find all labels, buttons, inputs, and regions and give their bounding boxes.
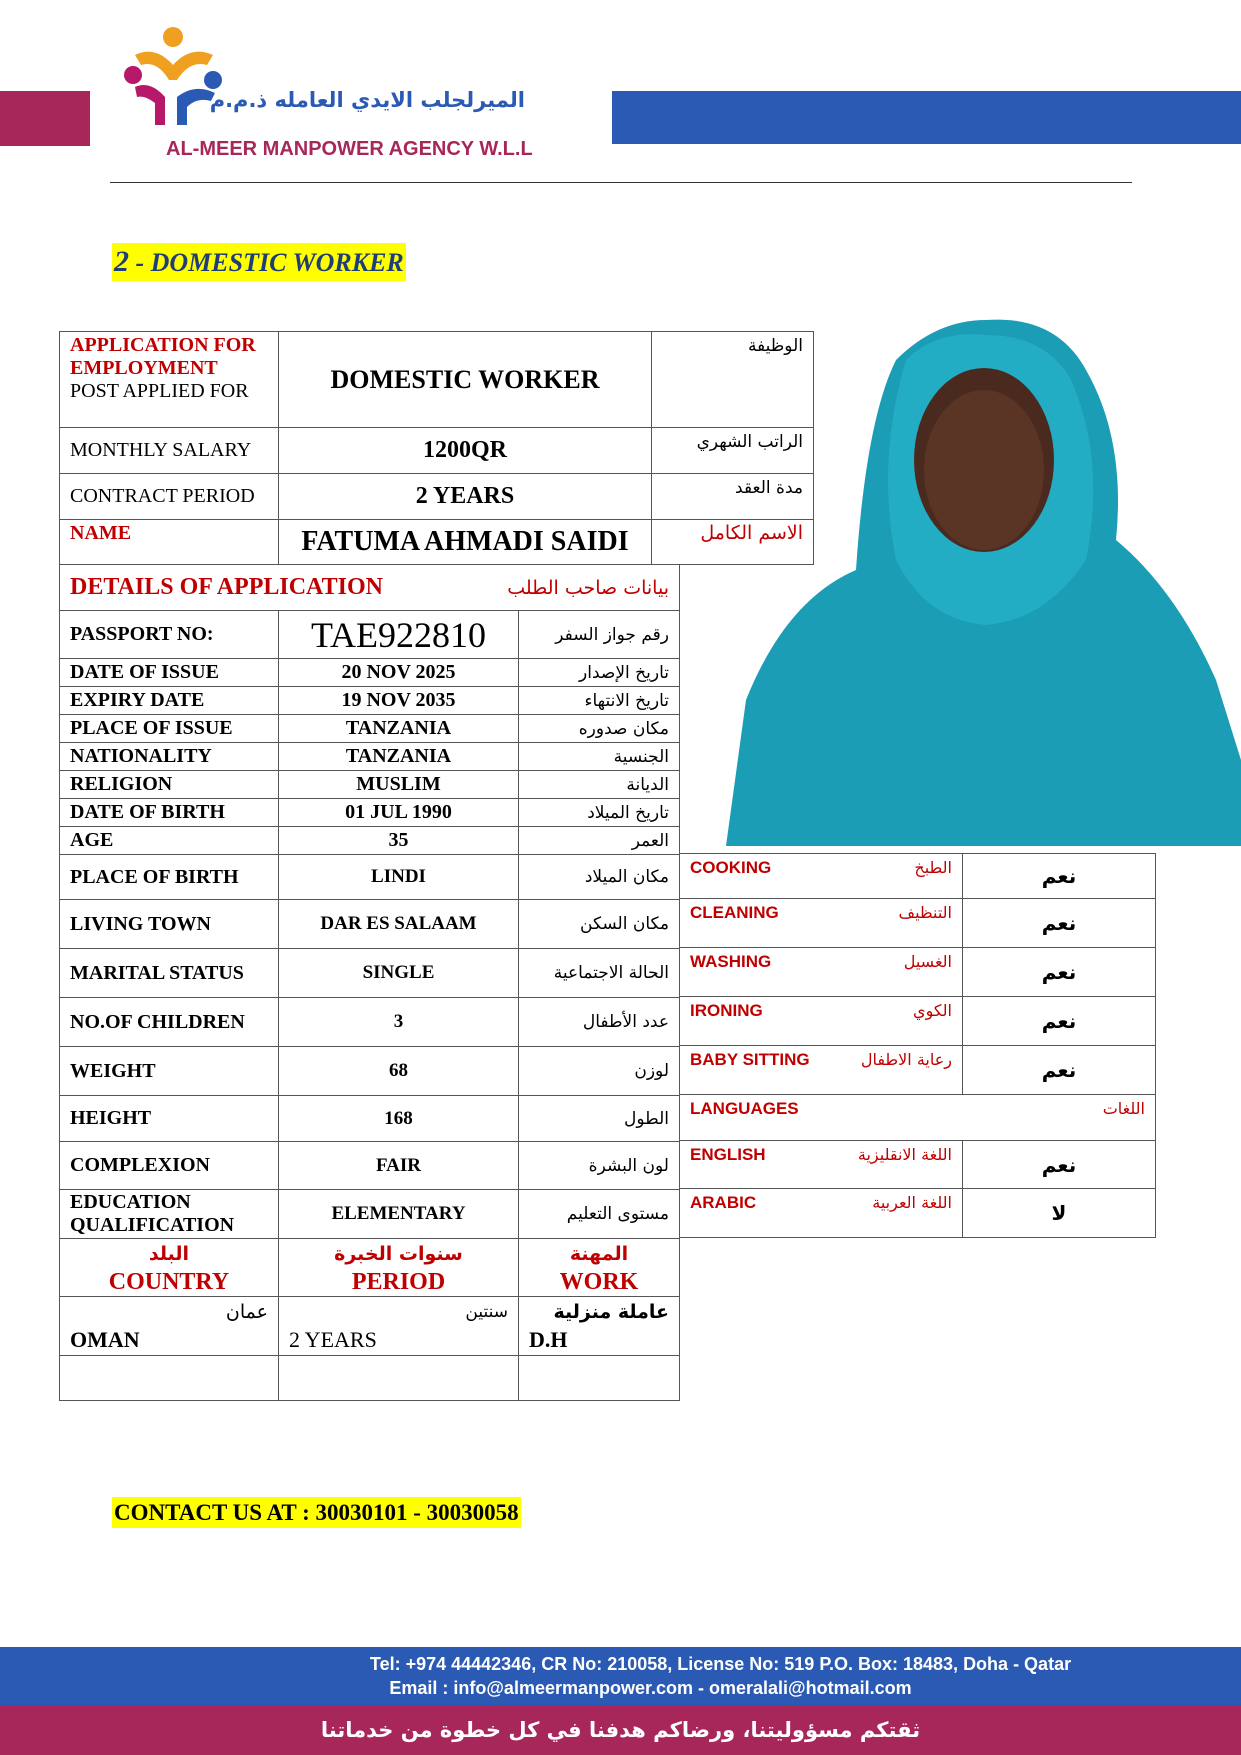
logo-english-text: AL-MEER MANPOWER AGENCY W.L.L: [166, 138, 533, 160]
header-blue-bar: [612, 91, 1241, 144]
details-row: [60, 743, 680, 771]
section-title: [112, 243, 406, 281]
experience-period-cell: [279, 1297, 519, 1356]
empty-cell: [279, 1356, 519, 1401]
experience-period-arabic: سنتين: [465, 1302, 508, 1322]
name-arabic-label: الاسم الكامل: [652, 520, 814, 565]
skill-row: [680, 854, 1156, 899]
empty-cell: [519, 1356, 680, 1401]
details-row-value: 35: [279, 827, 519, 855]
bio-row-arabic: الحالة الاجتماعية: [519, 949, 680, 998]
details-header: [60, 565, 680, 611]
details-row-label: DATE OF BIRTH: [60, 799, 279, 827]
details-arabic-label: بيانات صاحب الطلب: [507, 576, 669, 599]
details-row-label: PLACE OF ISSUE: [60, 715, 279, 743]
bio-row-value: ELEMENTARY: [279, 1190, 519, 1239]
details-row-arabic: تاريخ الميلاد: [519, 799, 680, 827]
experience-work-arabic: عاملة منزلية: [553, 1301, 669, 1323]
experience-work-header: [519, 1239, 680, 1297]
footer-email-line: Email : info@almeermanpower.com - omeralali@hotmail.com: [389, 1678, 912, 1698]
contract-period-value: 2 YEARS: [279, 474, 652, 520]
skill-name: WASHING: [690, 952, 772, 971]
experience-country-cell: [60, 1297, 279, 1356]
skill-arabic-name: الطبخ: [914, 858, 952, 877]
skill-answer: نعم: [963, 1046, 1156, 1095]
bio-row: [60, 1190, 680, 1239]
language-row: [680, 1141, 1156, 1189]
details-row: [60, 687, 680, 715]
bio-row-label: WEIGHT: [60, 1047, 279, 1096]
skill-row: [680, 899, 1156, 948]
details-row-arabic: العمر: [519, 827, 680, 855]
details-row-label: AGE: [60, 827, 279, 855]
experience-empty-row: [60, 1356, 680, 1401]
header-maroon-bar: [0, 91, 90, 146]
application-for-employment-label: APPLICATION FOR EMPLOYMENT: [70, 334, 256, 379]
details-row: [60, 771, 680, 799]
skill-arabic-name: الكوي: [913, 1001, 952, 1020]
bio-row: [60, 1142, 680, 1190]
languages-label: LANGUAGES: [690, 1099, 799, 1118]
section-title-text: - DOMESTIC WORKER: [129, 248, 404, 277]
skill-arabic-name: رعاية الاطفال: [860, 1050, 952, 1069]
bio-row-arabic: لون البشرة: [519, 1142, 680, 1190]
details-row: [60, 799, 680, 827]
footer-phone-line: Tel: +974 44442346, CR No: 210058, License No: 519 P.O. Box: 18483, Doha - Qatar: [369, 1654, 1072, 1674]
details-row-value: TANZANIA: [279, 715, 519, 743]
details-of-application-label: DETAILS OF APPLICATION: [70, 574, 383, 600]
section-number: 2: [114, 245, 129, 278]
languages-arabic-label: اللغات: [1102, 1099, 1145, 1118]
bio-row-arabic: مستوى التعليم: [519, 1190, 680, 1239]
details-row-label: NATIONALITY: [60, 743, 279, 771]
skill-row: [680, 1046, 1156, 1095]
experience-work: D.H: [529, 1327, 568, 1352]
bio-row-value: LINDI: [279, 855, 519, 900]
header-divider: [110, 182, 1132, 183]
details-row-arabic: الديانة: [519, 771, 680, 799]
language-label-cell: [680, 1189, 963, 1238]
skill-answer: نعم: [963, 854, 1156, 899]
language-arabic-name: اللغة العربية: [872, 1193, 952, 1212]
language-name: ENGLISH: [690, 1145, 766, 1164]
bio-row: [60, 900, 680, 949]
details-row-value: 19 NOV 2035: [279, 687, 519, 715]
experience-period-header: [279, 1239, 519, 1297]
bio-row-label: COMPLEXION: [60, 1142, 279, 1190]
details-row: [60, 659, 680, 687]
skill-arabic-name: التنظيف: [898, 903, 952, 922]
passport-value: TAE922810: [279, 611, 519, 659]
footer-slogan: ثقتكم مسؤوليتنا، ورضاكم هدفنا في كل خطوة من خدماتنا: [320, 1718, 921, 1742]
bio-row-label: MARITAL STATUS: [60, 949, 279, 998]
details-row-label: DATE OF ISSUE: [60, 659, 279, 687]
skill-name: COOKING: [690, 858, 772, 877]
experience-country: OMAN: [70, 1327, 140, 1352]
bio-row-value: DAR ES SALAAM: [279, 900, 519, 949]
skill-label-cell: [680, 997, 963, 1046]
languages-header: [680, 1095, 1156, 1141]
post-table: [59, 331, 814, 565]
monthly-salary-arabic: الراتب الشهري: [652, 428, 814, 474]
language-name: ARABIC: [690, 1193, 757, 1212]
details-row-value: MUSLIM: [279, 771, 519, 799]
bio-row-value: 168: [279, 1096, 519, 1142]
skill-label-cell: [680, 1046, 963, 1095]
bio-row-value: FAIR: [279, 1142, 519, 1190]
bio-row-label: HEIGHT: [60, 1096, 279, 1142]
bio-row-label: EDUCATION QUALIFICATION: [60, 1190, 279, 1239]
details-row-label: EXPIRY DATE: [60, 687, 279, 715]
post-arabic-label: الوظيفة: [652, 332, 814, 428]
experience-period: 2 YEARS: [289, 1327, 377, 1352]
monthly-salary-label: MONTHLY SALARY: [60, 428, 279, 474]
contract-period-label: CONTRACT PERIOD: [60, 474, 279, 520]
skill-label-cell: [680, 854, 963, 899]
name-label: NAME: [60, 520, 279, 565]
details-row-arabic: تاريخ الإصدار: [519, 659, 680, 687]
bio-row: [60, 949, 680, 998]
post-value: DOMESTIC WORKER: [279, 332, 652, 428]
monthly-salary-value: 1200QR: [279, 428, 652, 474]
languages-header-row: [680, 1095, 1156, 1141]
details-row-label: RELIGION: [60, 771, 279, 799]
bio-row-value: 3: [279, 998, 519, 1047]
footer-slogan-bar: [0, 1705, 1241, 1755]
bio-row: [60, 998, 680, 1047]
details-row: [60, 715, 680, 743]
bio-row-arabic: مكان الميلاد: [519, 855, 680, 900]
skill-name: CLEANING: [690, 903, 779, 922]
skill-answer: نعم: [963, 948, 1156, 997]
experience-country-header: [60, 1239, 279, 1297]
period-header: PERIOD: [351, 1268, 446, 1295]
skill-name: BABY SITTING: [690, 1050, 810, 1069]
country-arabic-header: البلد: [148, 1242, 190, 1265]
bio-row-arabic: مكان السكن: [519, 900, 680, 949]
language-row: [680, 1189, 1156, 1238]
post-applied-for-label: POST APPLIED FOR: [70, 380, 249, 402]
passport-arabic: رقم جواز السفر: [519, 611, 680, 659]
bio-row: [60, 1096, 680, 1142]
language-answer: لا: [963, 1189, 1156, 1238]
experience-row: [60, 1297, 680, 1356]
details-row-value: 01 JUL 1990: [279, 799, 519, 827]
contact-line: CONTACT US AT : 30030101 - 30030058: [112, 1497, 521, 1528]
details-row-value: TANZANIA: [279, 743, 519, 771]
bio-row-value: 68: [279, 1047, 519, 1096]
bio-row-arabic: الطول: [519, 1096, 680, 1142]
bio-row-label: NO.OF CHILDREN: [60, 998, 279, 1047]
skills-table: [679, 853, 1156, 1238]
experience-country-arabic: عمان: [225, 1301, 268, 1323]
skill-label-cell: [680, 948, 963, 997]
period-arabic-header: سنوات الخبرة: [334, 1242, 463, 1265]
details-row-arabic: مكان صدوره: [519, 715, 680, 743]
post-label-cell: [60, 332, 279, 428]
bio-row-label: PLACE OF BIRTH: [60, 855, 279, 900]
contract-period-arabic: مدة العقد: [652, 474, 814, 520]
experience-work-cell: [519, 1297, 680, 1356]
footer-contact-bar: [0, 1647, 1241, 1705]
work-header: WORK: [559, 1268, 639, 1295]
country-header: COUNTRY: [108, 1268, 230, 1295]
skill-answer: نعم: [963, 899, 1156, 948]
bio-row-value: SINGLE: [279, 949, 519, 998]
language-answer: نعم: [963, 1141, 1156, 1189]
applicant-name-value: FATUMA AHMADI SAIDI: [279, 520, 652, 565]
bio-row: [60, 1047, 680, 1096]
work-arabic-header: المهنة: [569, 1242, 629, 1265]
details-table: [59, 564, 680, 1401]
experience-header-row: [60, 1239, 680, 1297]
skill-row: [680, 997, 1156, 1046]
details-row-value: 20 NOV 2025: [279, 659, 519, 687]
skill-label-cell: [680, 899, 963, 948]
bio-row-arabic: عدد الأطفال: [519, 998, 680, 1047]
language-label-cell: [680, 1141, 963, 1189]
language-arabic-name: اللغة الانقليزية: [857, 1145, 952, 1164]
details-row-arabic: الجنسية: [519, 743, 680, 771]
details-row-arabic: تاريخ الانتهاء: [519, 687, 680, 715]
details-row: [60, 827, 680, 855]
logo-arabic-text: الميرلجلب الايدي العامله ذ.م.م: [209, 88, 525, 112]
bio-row-arabic: لوزن: [519, 1047, 680, 1096]
passport-label: PASSPORT NO:: [60, 611, 279, 659]
skill-name: IRONING: [690, 1001, 763, 1020]
bio-row-label: LIVING TOWN: [60, 900, 279, 949]
empty-cell: [60, 1356, 279, 1401]
skill-arabic-name: الغسيل: [903, 952, 952, 971]
bio-row: [60, 855, 680, 900]
skill-answer: نعم: [963, 997, 1156, 1046]
skill-row: [680, 948, 1156, 997]
